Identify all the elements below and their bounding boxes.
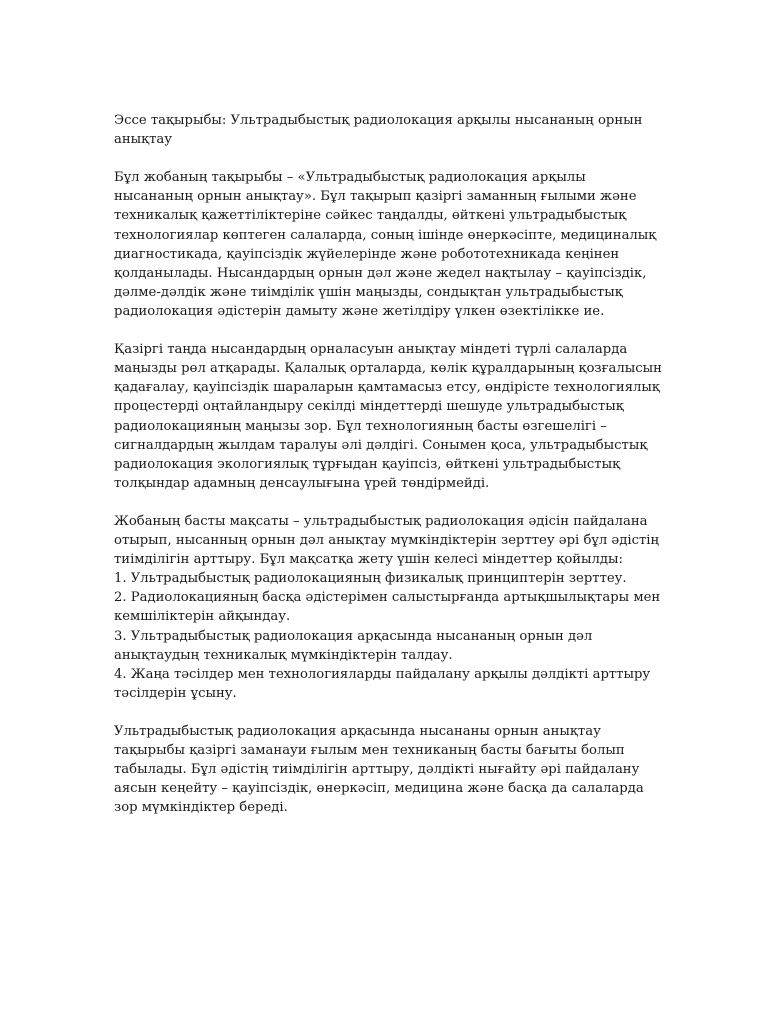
goal-paragraph: Жобаның басты мақсаты – ультрадыбыстық радиолокация әдісін пайдалана отырып, нысанның орнын дәл анықтау мүмкіндіктерін зерттеу әрі бұл әдістің тиімділігін арттыру. Бұл мақсатқа жету үшін келесі міндеттер қойылды: [114, 513, 659, 568]
task-item: 3. Ультрадыбыстық радиолокация арқасында нысананың орнын дәл анықтаудың техникалық мүмкіндіктерін талдау. [114, 628, 593, 663]
task-item: 2. Радиолокацияның басқа әдістерімен салыстырғанда артықшылықтары мен кемшіліктерін айқындау. [114, 590, 661, 625]
context-paragraph: Қазіргі таңда нысандардың орналасуын анықтау міндеті түрлі салаларда маңызды рөл атқарады. Қалалық орталарда, көлік құралдарының қозғалысын қадағалау, қауіпсіздік шараларын қамтамасыз етсу, өндірісте технологиялық процестерді оңтайландыру секілді міндеттерді шешуде ультрадыбыстық радиолокацияның маңызы зор. Бұл технологияның басты өзгешелігі – сигналдардың жылдам таралуы әлі дәлдігі. Сонымен қоса, ультрадыбыстық радиолокация экологиялық тұрғыдан қауіпсіз, өйткені ультрадыбыстық толқындар адамның денсаулығына үрей төндірмейді. [114, 342, 662, 491]
essay-title: Эссе тақырыбы: Ультрадыбыстық радиолокация арқылы нысананың орнын анықтау [114, 113, 643, 148]
intro-paragraph: Бұл жобаның тақырыбы – «Ультрадыбыстық радиолокация арқылы нысананың орнын анықтау». Бұл тақырып қазіргі заманның ғылыми және техникалық қажеттіліктеріне сәйкес таңдалды, өйткені ультрадыбыстық технологиялар көптеген салаларда, соның ішінде өнеркәсіпте, медициналық диагностикада, қауіпсіздік жүйелерінде және робототехникада кеңінен қолданылады. Нысандардың орнын дәл және жедел нақтылау – қауіпсіздік, дәлме-дәлдік және тиімділік үшін маңызды, сондықтан ультрадыбыстық радиолокация әдістерін дамыту және жетілдіру үлкен өзектілікке ие. [114, 170, 657, 319]
conclusion-paragraph: Ультрадыбыстық радиолокация арқасында нысананы орнын анықтау тақырыбы қазіргі заманауи ғылым мен техниканың басты бағыты болып табылады. Бұл әдістің тиімділігін арттыру, дәлдікті нығайту әрі пайдалану аясын кеңейту – қауіпсіздік, өнеркәсіп, медицина және басқа да салаларда зор мүмкіндіктер береді. [114, 724, 644, 816]
task-item: 4. Жаңа тәсілдер мен технологияларды пайдалану арқылы дәлдікті арттыру тәсілдерін ұсыну. [114, 666, 651, 701]
task-item: 1. Ультрадыбыстық радиолокацияның физикалық принциптерін зерттеу. [114, 571, 627, 587]
task-list [114, 569, 662, 703]
document-body [114, 111, 662, 837]
